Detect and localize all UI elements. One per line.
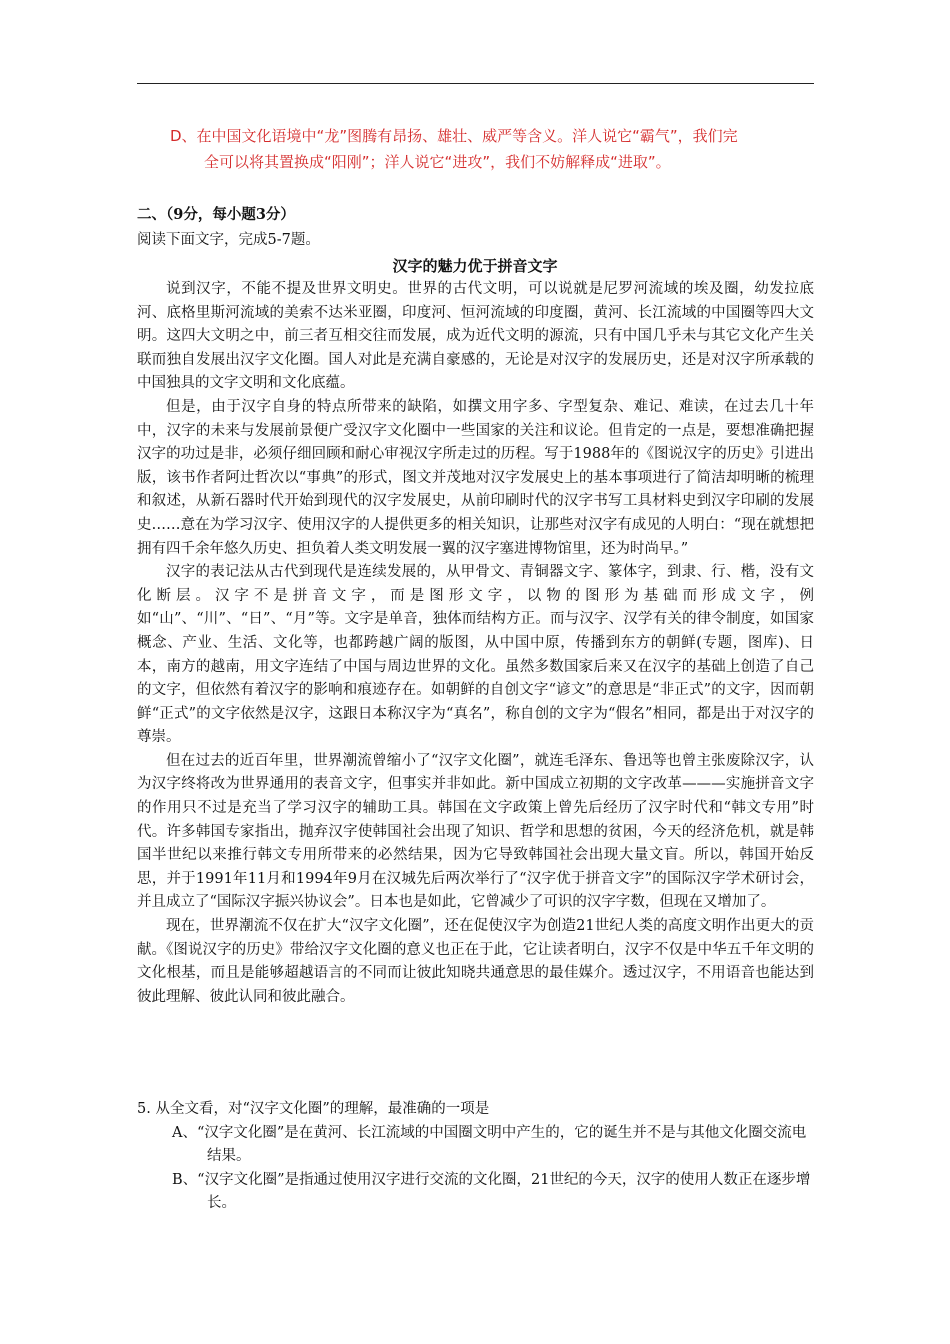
answer-d-line2: 全可以将其置换成“阳刚”；洋人说它“进攻”，我们不妨解释成“进取”。 (204, 153, 671, 171)
option-a: A、“汉字文化圈”是在黄河、长江流域的中国圈文明中产生的，它的诞生并不是与其他文化圈交流电结果。 (172, 1124, 807, 1165)
section-intro: 阅读下面文字，完成5-7题。 (137, 232, 320, 248)
paragraph: 汉字的表记法从古代到现代是连续发展的，从甲骨文、青铜器文字、篆体字，到隶、行、楷，没有文化断层。汉字不是拼音文字，而是图形文字，以物的图形为基础而形成文字，例如“山”、“川”、“日”、“月”等。文字是单音，独体而结构方正。而与汉字、汉学有关的律令制度，如国家概念、产业、生活、文化等，也都跨越广阔的版图，从中国中原，传播到东方的朝鲜(专题，图库)、日本，南方的越南，用文字连结了中国与周边世界的文化。虽然多数国家后来又在汉字的基础上创造了自己的文字，但依然有着汉字的影响和痕迹存在。如朝鲜的自创文字“谚文”的意思是“非正式”的文字，因而朝鲜“正式”的文字依然是汉字，这跟日本称汉字为“真名”，称自创的文字为“假名”相同，都是出于对汉字的尊崇。 (137, 564, 814, 746)
paragraph: 但在过去的近百年里，世界潮流曾缩小了“汉字文化圈”，就连毛泽东、鲁迅等也曾主张废除汉字，认为汉字终将改为世界通用的表音文字，但事实并非如此。新中国成立初期的文字改革———实施拼音文字的作用只不过是充当了学习汉字的辅助工具。韩国在文字政策上曾先后经历了汉字时代和“韩文专用”时代。许多韩国专家指出，抛弃汉字使韩国社会出现了知识、哲学和思想的贫困，今天的经济危机，就是韩国半世纪以来推行韩文专用所带来的必然结果，因为它导致韩国社会出现大量文盲。所以，韩国开始反思，并于1991年11月和1994年9月在汉城先后两次举行了“汉字优于拼音文字”的国际汉字学术研讨会，并且成立了“国际汉字振兴协议会”。日本也是如此，它曾减少了可识的汉字字数，但现在又增加了。 (137, 752, 814, 911)
paragraph: 但是，由于汉字自身的特点所带来的缺陷，如撰文用字多、字型复杂、难记、难读，在过去几十年中，汉字的未来与发展前景便广受汉字文化圈中一些国家的关注和议论。但肯定的一点是，要想准确把握汉字的功过是非，必须仔细回顾和耐心审视汉字所走过的历程。写于1988年的《图说汉字的历史》引进出版，该书作者阿辻哲次以“事典”的形式，图文并茂地对汉字发展史上的基本事项进行了简洁却明晰的梳理和叙述，从新石器时代开始到现代的汉字发展史，从前印刷时代的汉字书写工具材料史到汉字印刷的发展史……意在为学习汉字、使用汉字的人提供更多的相关知识，让那些对汉字有成见的人明白：“现在就想把拥有四千余年悠久历史、担负着人类文明发展一翼的汉字塞进博物馆里，还为时尚早。” (137, 398, 814, 557)
paragraph: 现在，世界潮流不仅在扩大“汉字文化圈”，还在促使汉字为创造21世纪人类的高度文明作出更大的贡献。《图说汉字的历史》带给汉字文化圈的意义也正在于此，它让读者明白，汉字不仅是中华五千年文明的文化根基，而且是能够超越语言的不同而让彼此知晓共通意思的最佳媒介。透过汉字，不用语音也能达到彼此理解、彼此认同和彼此融合。 (137, 918, 814, 1005)
option-b: B、“汉字文化圈”是指通过使用汉字进行交流的文化圈，21世纪的今天，汉字的使用人数正在逐步增长。 (172, 1171, 811, 1212)
article-title: 汉字的魅力优于拼音文字 (392, 257, 558, 275)
question-stem: 5. 从全文看，对“汉字文化圈”的理解，最准确的一项是 (137, 1101, 490, 1117)
question-5 (137, 1098, 814, 1216)
answer-d-line1: D、在中国文化语境中“龙”图腾有昂扬、雄壮、威严等含义。洋人说它“霸气”，我们完 (170, 127, 738, 145)
paragraph: 说到汉字，不能不提及世界文明史。世界的古代文明，可以说就是尼罗河流域的埃及圈，幼发拉底河、底格里斯河流域的美索不达米亚圈，印度河、恒河流域的印度圈，黄河、长江流域的中国圈等四大文明。这四大文明之中，前三者互相交往而发展，成为近代文明的源流，只有中国几乎未与其它文化产生关联而独自发展出汉字文化圈。国人对此是充满自豪感的，无论是对汉字的发展历史，还是对汉字所承载的中国独具的文字文明和文化底蕴。 (137, 281, 814, 392)
article-body (137, 278, 814, 1009)
section-heading: 二、（9分，每小题3分） (137, 206, 295, 223)
header-rule (137, 83, 814, 84)
